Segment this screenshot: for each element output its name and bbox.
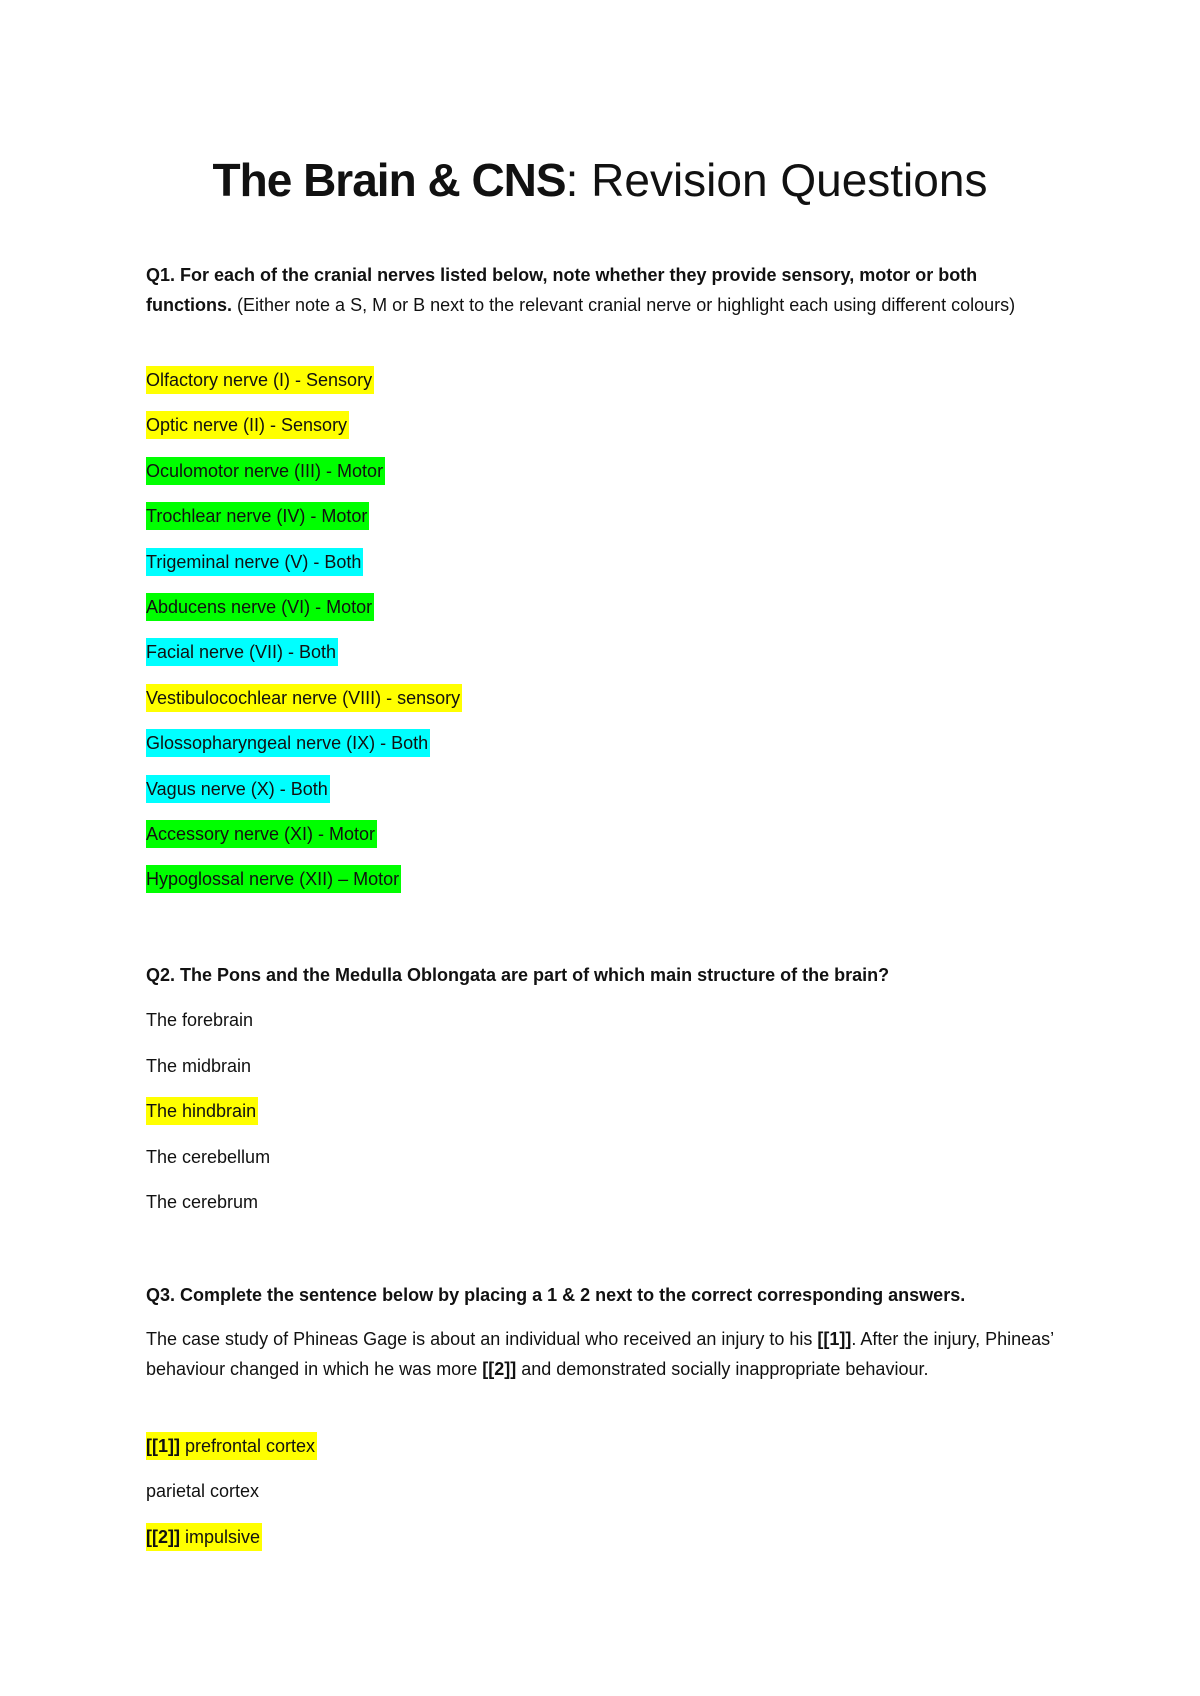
q2-option-label: The cerebrum: [146, 1192, 259, 1212]
nerve-item: [146, 774, 330, 804]
q3-sentence-part2: . After the injury, Phineas’ behaviour changed in which he was more: [146, 1329, 1054, 1379]
q2-option-label: The cerebellum: [146, 1147, 271, 1167]
nerve-label: Trigeminal nerve (V) - Both: [146, 548, 363, 576]
q3-blank-1: [[1]]: [817, 1329, 852, 1349]
nerve-item: [146, 365, 374, 395]
q3-option-label: parietal cortex: [146, 1481, 260, 1501]
q2-option: [146, 1005, 255, 1035]
q3-option-highlight: [146, 1432, 317, 1460]
q1-prompt-bold: Q1. For each of the cranial nerves listed below, note whether they provide sensory, motor or both functions.: [146, 265, 978, 315]
nerve-item: [146, 819, 377, 849]
q3-sentence: [146, 1324, 1066, 1384]
q3-option-marker: [[2]]: [146, 1527, 180, 1547]
title-bold: The Brain & CNS: [212, 154, 566, 206]
nerve-label: Hypoglossal nerve (XII) – Motor: [146, 865, 401, 893]
q3-option-marker: [[1]]: [146, 1436, 180, 1456]
q2-prompt: Q2. The Pons and the Medulla Oblongata are part of which main structure of the brain?: [146, 965, 890, 985]
nerve-label: Oculomotor nerve (III) - Motor: [146, 457, 385, 485]
q3-option-highlight: [146, 1477, 261, 1505]
q3-option-highlight: [146, 1523, 262, 1551]
nerve-item: [146, 864, 401, 894]
nerve-label: Optic nerve (II) - Sensory: [146, 411, 349, 439]
q3-option: [146, 1431, 317, 1461]
q2-option: [146, 1096, 258, 1126]
nerve-item: [146, 728, 430, 758]
q3-option: [146, 1522, 262, 1552]
q1-prompt: [146, 260, 1066, 320]
nerve-label: Vestibulocochlear nerve (VIII) - sensory: [146, 684, 462, 712]
nerve-label: Facial nerve (VII) - Both: [146, 638, 338, 666]
q2-option: [146, 1142, 272, 1172]
q1-prompt-plain: (Either note a S, M or B next to the relevant cranial nerve or highlight each using different colours): [232, 295, 1016, 315]
page-title: [0, 152, 1200, 208]
nerve-label: Accessory nerve (XI) - Motor: [146, 820, 377, 848]
q3-sentence-part1: The case study of Phineas Gage is about an individual who received an injury to his: [146, 1329, 818, 1349]
nerve-label: Olfactory nerve (I) - Sensory: [146, 366, 374, 394]
q2-option-label: The midbrain: [146, 1056, 252, 1076]
q2-option-label: The hindbrain: [146, 1097, 258, 1125]
nerve-label: Abducens nerve (VI) - Motor: [146, 593, 374, 621]
q3-prompt: Q3. Complete the sentence below by placing a 1 & 2 next to the correct corresponding answers.: [146, 1285, 966, 1305]
nerve-item: [146, 637, 338, 667]
nerve-item: [146, 456, 385, 486]
nerve-item: [146, 683, 462, 713]
nerve-item: [146, 592, 374, 622]
q3-option-label: prefrontal cortex: [180, 1436, 316, 1456]
nerve-label: Glossopharyngeal nerve (IX) - Both: [146, 729, 430, 757]
nerve-label: Vagus nerve (X) - Both: [146, 775, 330, 803]
q3-option: [146, 1476, 261, 1506]
nerve-item: [146, 547, 363, 577]
q2-option: [146, 1187, 260, 1217]
q3-blank-2: [[2]]: [482, 1359, 517, 1379]
q2-option: [146, 1051, 253, 1081]
nerve-item: [146, 410, 349, 440]
q3-sentence-part3: and demonstrated socially inappropriate behaviour.: [516, 1359, 929, 1379]
title-plain: : Revision Questions: [565, 154, 988, 206]
q3-option-label: impulsive: [180, 1527, 261, 1547]
q2-option-label: The forebrain: [146, 1010, 254, 1030]
nerve-item: [146, 501, 369, 531]
nerve-label: Trochlear nerve (IV) - Motor: [146, 502, 369, 530]
